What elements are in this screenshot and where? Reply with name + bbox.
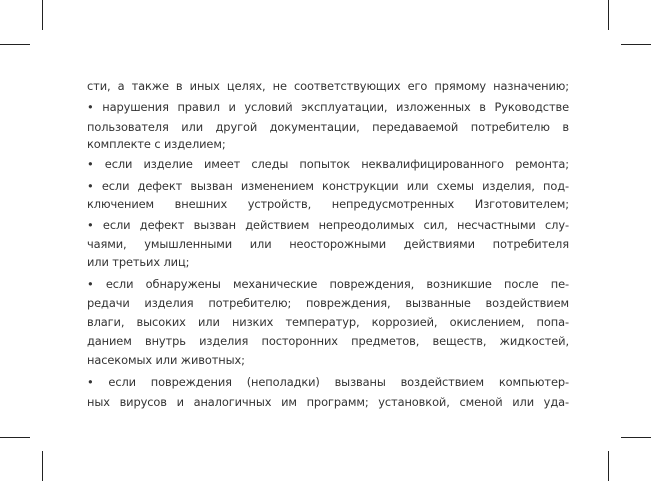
crop-mark-top-left-h	[0, 44, 30, 45]
text-line: редачи изделия потребителю; повреждения, вызванные воздействием	[87, 296, 569, 310]
text-line: • если обнаружены механические повреждения, возникшие после пе-	[87, 277, 569, 291]
text-line: сти, а также в иных целях, не соответствующих его прямому назначению;	[87, 79, 569, 93]
text-line: • нарушения правил и условий эксплуатации, изложенных в Руководстве	[87, 100, 569, 114]
crop-mark-bottom-right-h	[621, 437, 651, 438]
crop-mark-top-left	[42, 0, 43, 30]
crop-mark-bottom-left	[42, 451, 43, 481]
text-line: пользователя или другой документации, передаваемой потребителю в	[87, 120, 569, 134]
crop-mark-top-right	[608, 0, 609, 30]
crop-mark-top-right-h	[621, 44, 651, 45]
text-line: или третьих лиц;	[87, 255, 190, 269]
text-line: • если дефект вызван действием непреодолимых сил, несчастными слу-	[87, 218, 569, 232]
text-line: чаями, умышленными или неосторожными действиями потребителя	[87, 237, 569, 251]
text-line: • если повреждения (неполадки) вызваны воздействием компьютер-	[87, 375, 569, 389]
text-line: ключением внешних устройств, непредусмотренных Изготовителем;	[87, 197, 569, 211]
text-line: насекомых или животных;	[87, 353, 245, 367]
text-line: • если дефект вызван изменением конструкции или схемы изделия, под-	[87, 179, 569, 193]
crop-mark-bottom-right	[608, 451, 609, 481]
text-line: ных вирусов и аналогичных им программ; установкой, сменой или уда-	[87, 395, 569, 409]
crop-mark-bottom-left-h	[0, 437, 30, 438]
text-line: влаги, высоких или низких температур, коррозией, окислением, попа-	[87, 315, 569, 329]
text-line: комплекте с изделием;	[87, 137, 226, 151]
text-line: • если изделие имеет следы попыток неквалифицированного ремонта;	[87, 157, 569, 171]
text-line: данием внутрь изделия посторонних предметов, веществ, жидкостей,	[87, 334, 569, 348]
